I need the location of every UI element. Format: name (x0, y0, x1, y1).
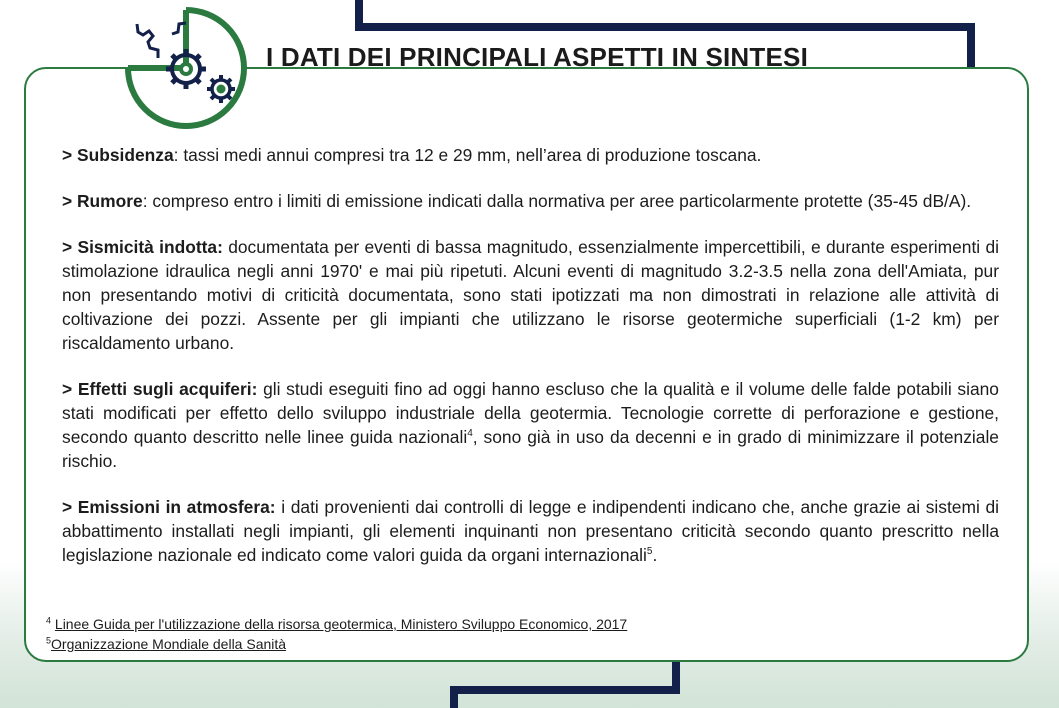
footnote-item: $^5$Organizzazione Mondiale della Sanità (46, 635, 287, 652)
paragraph-sismicita (62, 235, 999, 355)
footnote-link[interactable]: Linee Guida per l'utilizzazione della risorsa geotermica, Ministero Sviluppo Economico, 2017 (54, 616, 628, 632)
paragraph-text: documentata per eventi di bassa magnitudo, essenzialmente impercettibili, e durante esperimenti di stimolazione idraulica negli anni 1970' e mai più ripetuti. Alcuni eventi di magnitudo 3.2-3.5 nella zona dell'Amiata, pur non presentando motivi di criticità documentata, sono stati ipotizzati ma non dimostrati in relazione alle attività di coltivazione dei pozzi. Assente per gli impianti che utilizzano le risorse geotermiche superficiali (1-2 km) per riscaldamento urbano. (62, 237, 999, 353)
footnote-link[interactable]: Organizzazione Mondiale della Sanità (51, 636, 287, 652)
paragraph-text: tassi medi annui compresi tra 12 e 29 mm, nell’area di produzione toscana. (178, 145, 762, 165)
paragraph-heading: > Emissioni in atmosfera: (62, 497, 276, 517)
footnote-ref: 5 (646, 546, 653, 558)
paragraph-rumore: > Rumore: compreso entro i limiti di emissione indicati dalla normativa per aree particolarmente protette (35-45 dB/A). (62, 191, 972, 211)
footnote-ref: 4 (467, 428, 473, 440)
paragraph-acquiferi: > Effetti sugli acquiferi: gli studi eseguiti fino ad oggi hanno escluso che la qualità e il volume delle falde potabili siano stati modificati per effetto dello sviluppo industriale della geotermia. Tecnologie corrette di perforazione e gestione, secondo quanto descritto nelle linee guida nazionali$^4$, sono già in uso da decenni e in grado di minimizzare il potenziale rischio. (62, 379, 999, 471)
paragraph-heading: > Subsidenza (62, 145, 174, 165)
paragraph-heading: > Rumore (62, 191, 143, 211)
paragraph-text: compreso entro i limiti di emissione indicati dalla normativa per aree particolarmente protette (35-45 dB/A). (147, 191, 972, 211)
page-title: I DATI DEI PRINCIPALI ASPETTI IN SINTESI (266, 42, 809, 72)
paragraph-text: gli studi eseguiti fino ad oggi hanno escluso che la qualità e il volume delle falde potabili siano stati modificati per effetto dello sviluppo industriale della geotermia. Tecnologie corrette di perforazione e gestione, secondo quanto descritto nelle linee guida nazionali (62, 379, 999, 447)
paragraph-heading: > Effetti sugli acquiferi: (62, 379, 258, 399)
paragraph-heading: > Sismicità indotta: (62, 237, 223, 257)
footnotes (46, 614, 627, 654)
gears-icon (124, 6, 248, 130)
paragraph-text: i dati provenienti dai controlli di legge e indipendenti indicano che, anche grazie ai sistemi di abbattimento installati negli impianti, gli elementi inquinanti non presentano criticità secondo quanto prescritto nella legislazione nazionale ed indicato come valori guida da organi internazionali (62, 497, 999, 565)
summary-content (62, 143, 999, 589)
paragraph-emissioni: > Emissioni in atmosfera: i dati provenienti dai controlli di legge e indipendenti indicano che, anche grazie ai sistemi di abbattimento installati negli impianti, gli elementi inquinanti non presentano criticità secondo quanto prescritto nella legislazione nazionale ed indicato come valori guida da organi internazionali$^5$. (62, 497, 999, 565)
paragraph-subsidenza: > Subsidenza: tassi medi annui compresi tra 12 e 29 mm, nell’area di produzione toscana. (62, 145, 762, 165)
footnote-item: $^4$ Linee Guida per l'utilizzazione della risorsa geotermica, Ministero Sviluppo Economico, 2017 (46, 615, 628, 632)
